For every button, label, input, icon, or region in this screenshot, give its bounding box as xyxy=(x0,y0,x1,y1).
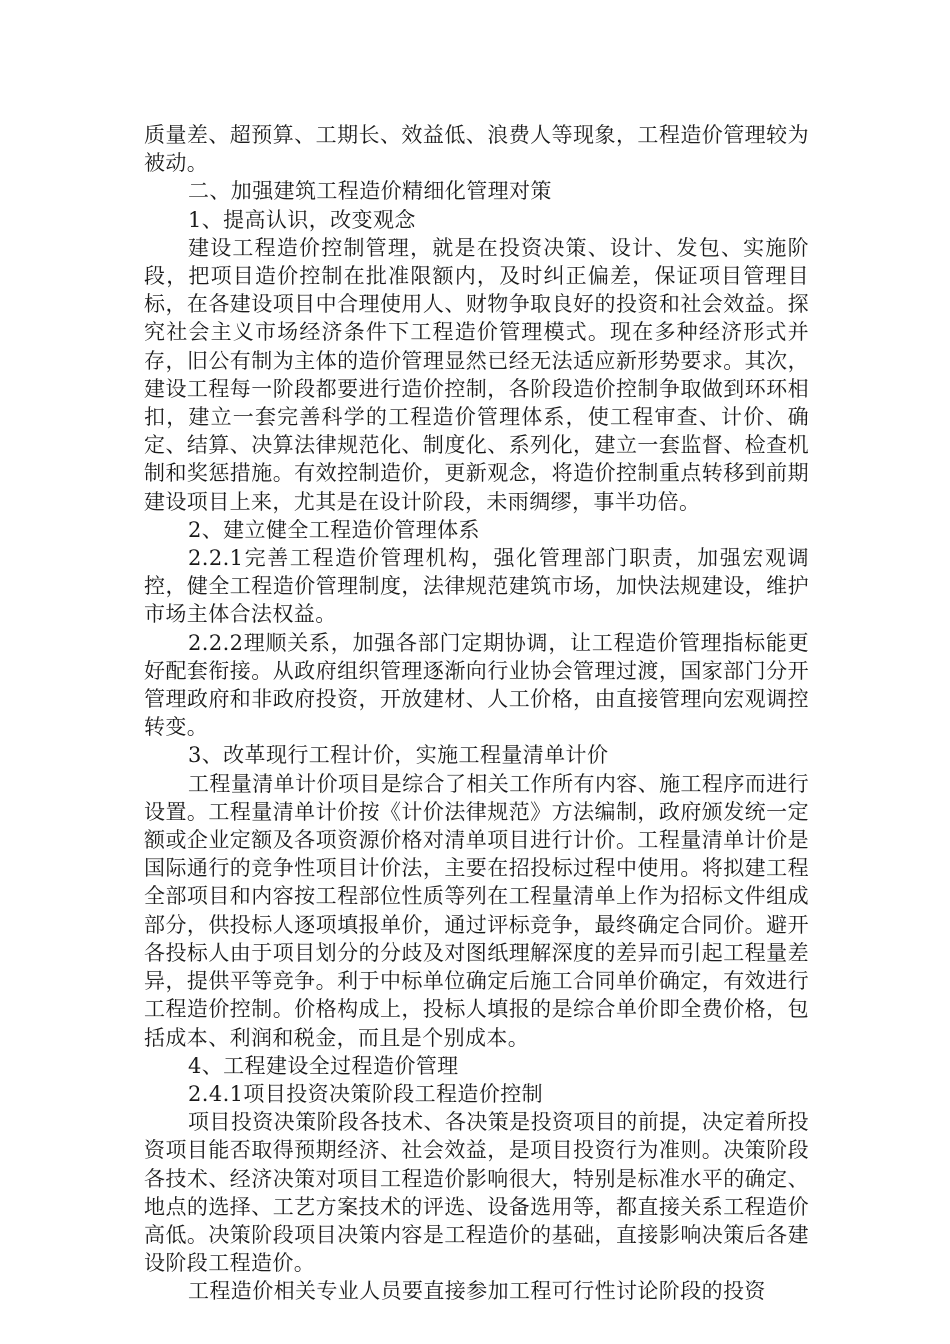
paragraph: 工程量清单计价项目是综合了相关工作所有内容、施工程序而进行设置。工程量清单计价按《计价法律规范》方法编制，政府颁发统一定额或企业定额及各项资源价格对清单项目进行计价。工程量清单计价是国际通行的竞争性项目计价法，主要在招投标过程中使用。将拟建工程全部项目和内容按工程部位性质等列在工程量清单上作为招标文件组成部分，供投标人逐项填报单价，通过评标竞争，最终确定合同价。避开各投标人由于项目划分的分歧及对图纸理解深度的差异而引起工程量差异，提供平等竞争。利于中标单位确定后施工合同单价确定，有效进行工程造价控制。价格构成上，投标人填报的是综合单价即全费价格，包括成本、利润和税金，而且是个别成本。 xyxy=(144,771,809,1050)
paragraph: 质量差、超预算、工期长、效益低、浪费人等现象，工程造价管理较为被动。 xyxy=(144,123,809,176)
paragraph: 建设工程造价控制管理，就是在投资决策、设计、发包、实施阶段，把项目造价控制在批准限额内，及时纠正偏差，保证项目管理目标，在各建设项目中合理使用人、财物争取良好的投资和社会效益。探究社会主义市场经济条件下工程造价管理模式。现在多种经济形式并存，旧公有制为主体的造价管理显然已经无法适应新形势要求。其次，建设工程每一阶段都要进行造价控制，各阶段造价控制争取做到环环相扣，建立一套完善科学的工程造价管理体系，使工程审查、计价、确定、结算、决算法律规范化、制度化、系列化，建立一套监督、检查机制和奖惩措施。有效控制造价，更新观念，将造价控制重点转移到前期建设项目上来，尤其是在设计阶段，未雨绸缪，事半功倍。 xyxy=(144,235,809,514)
paragraph: 工程造价相关专业人员要直接参加工程可行性讨论阶段的投资 xyxy=(188,1279,766,1304)
paragraph: 项目投资决策阶段各技术、各决策是投资项目的前提，决定着所投资项目能否取得预期经济、社会效益，是项目投资行为准则。决策阶段各技术、经济决策对项目工程造价影响很大，特别是标准水平的确定、地点的选择、工艺方案技术的评选、设备选用等，都直接关系工程造价高低。决策阶段项目决策内容是工程造价的基础，直接影响决策后各建设阶段工程造价。 xyxy=(144,1110,809,1276)
document-body xyxy=(144,121,809,1306)
paragraph: 1、提高认识，改变观念 xyxy=(188,207,416,232)
paragraph: 2、建立健全工程造价管理体系 xyxy=(188,517,480,542)
paragraph: 4、工程建设全过程造价管理 xyxy=(188,1053,459,1078)
paragraph: 2.2.2理顺关系，加强各部门定期协调，让工程造价管理指标能更好配套衔接。从政府组织管理逐渐向行业协会管理过渡，国家部门分开管理政府和非政府投资，开放建材、人工价格，由直接管理向宏观调控转变。 xyxy=(144,630,809,740)
paragraph: 3、改革现行工程计价，实施工程量清单计价 xyxy=(188,743,609,768)
paragraph: 二、加强建筑工程造价精细化管理对策 xyxy=(188,179,552,204)
paragraph: 2.4.1项目投资决策阶段工程造价控制 xyxy=(188,1081,544,1106)
paragraph: 2.2.1完善工程造价管理机构，强化管理部门职责，加强宏观调控，健全工程造价管理制度，法律规范建筑市场，加快法规建设，维护市场主体合法权益。 xyxy=(144,546,809,627)
